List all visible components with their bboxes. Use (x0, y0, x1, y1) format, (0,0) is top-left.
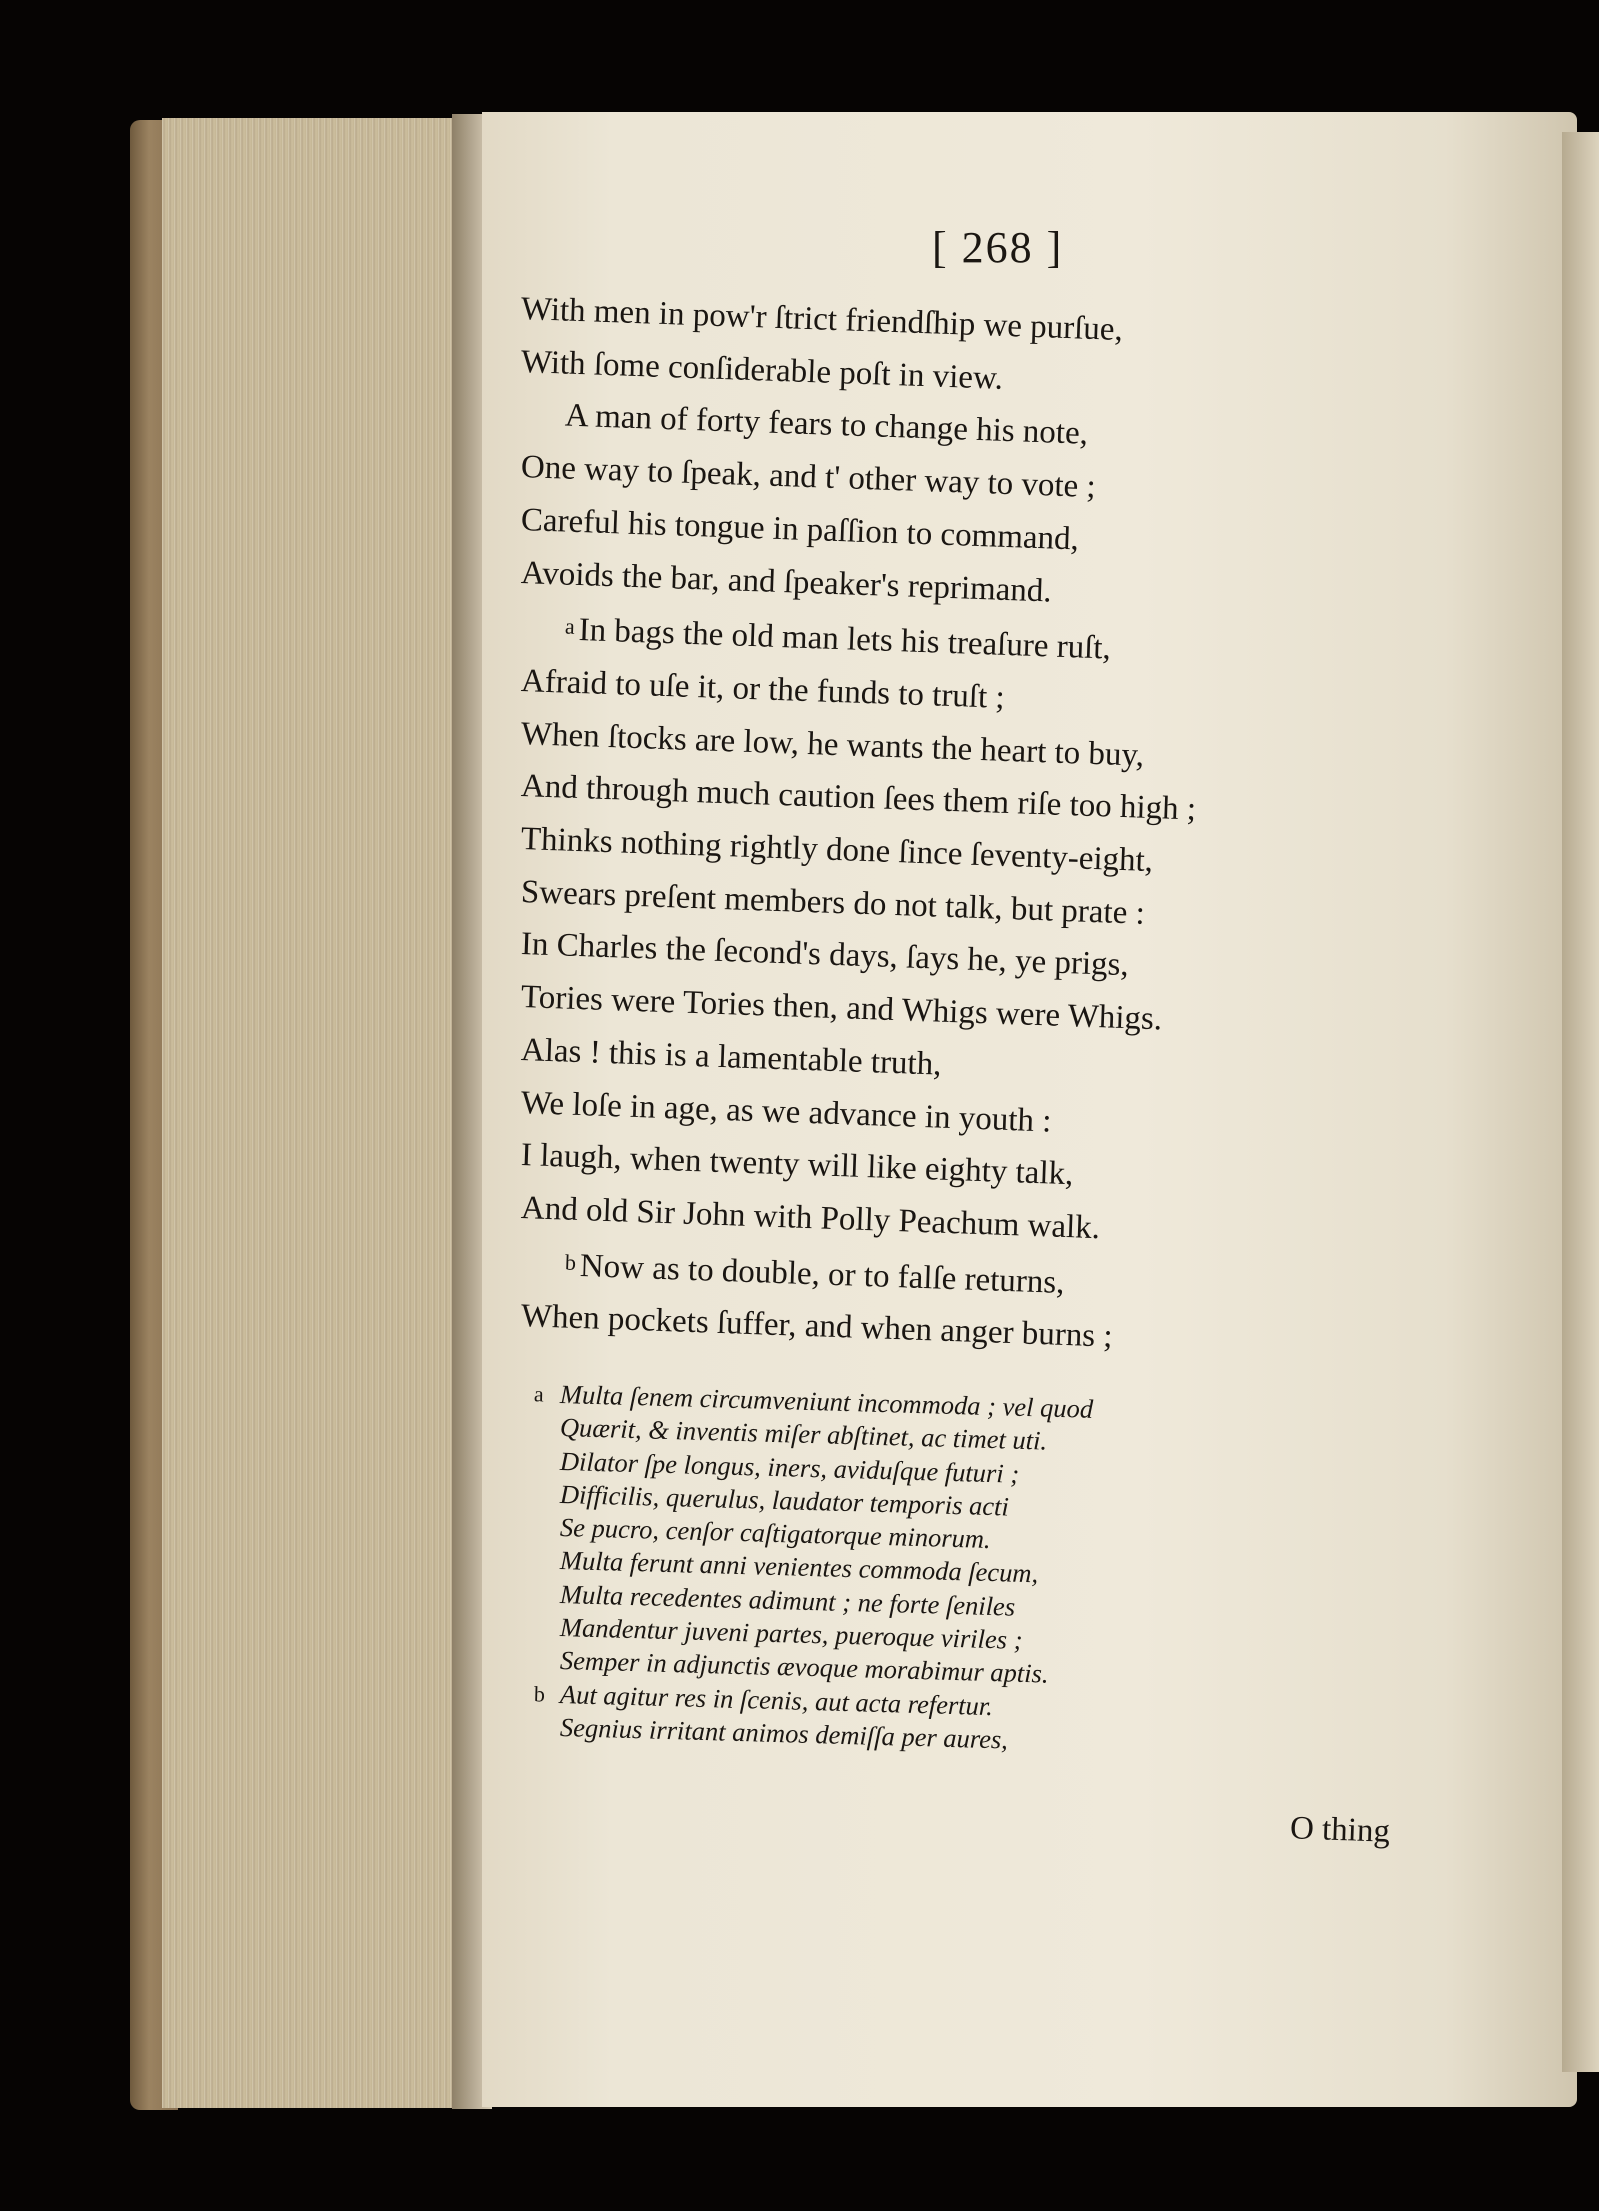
verse-line: Tories were Tories then, and Whigs were Whigs. (520, 979, 1163, 1038)
footnote-text: Aut agitur res in ſcenis, aut acta refertur. (559, 1678, 994, 1721)
verse-line: We loſe in age, as we advance in youth : (520, 1084, 1052, 1140)
footnote-line: Multa recedentes adimunt ; ne forte ſeniles (559, 1578, 1016, 1622)
footnote-line: Multa ferunt anni venientes commoda ſecum, (559, 1545, 1039, 1589)
footnote-line: Mandentur juveni partes, pueroque viriles ; (559, 1612, 1023, 1655)
footnote-line: Dilator ſpe longus, iners, aviduſque futuri ; (559, 1445, 1020, 1489)
verse-line: I laugh, when twenty will like eighty talk, (520, 1137, 1074, 1193)
page-number: [ 268 ] (932, 223, 1064, 272)
verse-line: One way to ſpeak, and t' other way to vote ; (520, 449, 1097, 506)
verse-line: Alas ! this is a lamentable truth, (520, 1031, 943, 1083)
verse-line: Thinks nothing rightly done ſince ſeventy-eight, (520, 821, 1154, 880)
footnote-line: Quærit, & inventis miſer abſtinet, ac timet uti. (559, 1412, 1048, 1456)
facing-page-edge (1562, 132, 1599, 2072)
verse-block (520, 283, 1371, 1356)
verse-line: With ſome conſiderable poſt in view. (520, 343, 1004, 397)
verse-line: A man of forty fears to change his note, (564, 397, 1089, 453)
verse-line: When pockets ſuffer, and when anger burns ; (520, 1298, 1114, 1356)
catchword: O thing (1289, 1810, 1391, 1850)
verse-line: In Charles the ſecond's days, ſays he, ye prigs, (520, 926, 1130, 984)
verse-line: Afraid to uſe it, or the funds to truſt ; (520, 662, 1006, 716)
footnotes (533, 1378, 1360, 1755)
footnote-text: Multa ſenem circumveniunt incommoda ; vel quod (559, 1379, 1094, 1424)
footnote-marker: b (564, 1249, 577, 1275)
footnote-marker: a (564, 613, 576, 640)
verse-line: Swears preſent members do not talk, but prate : (520, 873, 1146, 932)
verse-line-text: In bags the old man lets his treaſure ruſt, (578, 612, 1112, 667)
verse-line: Careful his tongue in paſſion to command, (520, 501, 1080, 558)
footnote-line: Se pucro, cenſor caſtigatorque minorum. (559, 1512, 992, 1555)
verse-line-text: Now as to double, or to falſe returns, (579, 1247, 1066, 1301)
footnote-line: Semper in adjunctis ævoque morabimur aptis. (559, 1645, 1049, 1690)
verse-line: And through much caution ſees them riſe too high ; (520, 768, 1197, 828)
footnote-line: Difficilis, querulus, laudator temporis acti (559, 1478, 1010, 1522)
verse-line: With men in pow'r ſtrict friendſhip we purſue, (520, 291, 1124, 349)
verse-line: And old Sir John with Polly Peachum walk. (520, 1189, 1101, 1247)
page-edges (162, 118, 462, 2108)
verse-line: Avoids the bar, and ſpeaker's reprimand. (520, 554, 1053, 610)
footnote-marker: a (533, 1381, 545, 1407)
footnote-line: Segnius irritant animos demiſſa per aures, (559, 1711, 1009, 1755)
footnote-marker: b (533, 1680, 546, 1707)
verse-line: When ſtocks are low, he wants the heart to buy, (520, 715, 1145, 774)
